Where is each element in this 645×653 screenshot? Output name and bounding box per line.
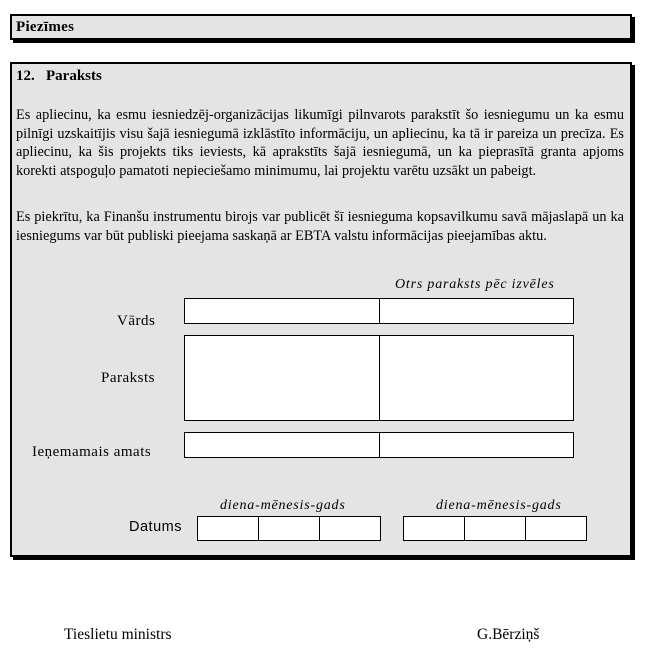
name-field-optional[interactable] bbox=[379, 299, 574, 323]
date-field-optional[interactable] bbox=[403, 516, 587, 541]
date-year-input[interactable] bbox=[525, 517, 586, 540]
position-field-optional[interactable] bbox=[379, 433, 574, 457]
section-title bbox=[16, 68, 102, 85]
section-number: 12. bbox=[16, 68, 35, 84]
optional-signature-heading: Otrs paraksts pēc izvēles bbox=[395, 277, 555, 292]
signature-section bbox=[10, 62, 632, 557]
date-month-input[interactable] bbox=[258, 517, 319, 540]
signatory-name: G.Bērziņš bbox=[477, 626, 540, 643]
position-field[interactable] bbox=[184, 432, 574, 458]
signature-label: Paraksts bbox=[101, 370, 155, 386]
date-year-input[interactable] bbox=[319, 517, 380, 540]
position-field-primary[interactable] bbox=[185, 433, 379, 457]
date-format-hint-2: diena-mēnesis-gads bbox=[436, 498, 562, 513]
name-field-primary[interactable] bbox=[185, 299, 379, 323]
date-field-primary[interactable] bbox=[197, 516, 381, 541]
date-day-input[interactable] bbox=[198, 517, 258, 540]
signature-field-optional[interactable] bbox=[379, 336, 574, 420]
date-label: Datums bbox=[129, 519, 182, 535]
signatory-title: Tieslietu ministrs bbox=[64, 626, 172, 643]
notes-section bbox=[10, 14, 632, 40]
declaration-paragraph-1: Es apliecinu, ka esmu iesniedzēj-organizācijas likumīgi pilnvarots parakstīt šo iesniegumu un ka esmu pilnīgi uzskaitījis visu šajā iesniegumā izklāstīto informāciju, un apliecinu, ka tā ir pareiza un precīza. Es apliecinu, ka šis projekts tiks ieviests, kā aprakstīts šajā iesniegumā, un ka pieprasītā granta apjoms korekti atspoguļo pamatoti nepieciešamo minimumu, lai projektu varētu uzsākt un pabeigt. bbox=[16, 107, 624, 179]
section-title-text: Paraksts bbox=[46, 68, 102, 84]
signature-field-primary[interactable] bbox=[185, 336, 379, 420]
position-label: Ieņemamais amats bbox=[32, 444, 152, 460]
name-field[interactable] bbox=[184, 298, 574, 324]
signature-field[interactable] bbox=[184, 335, 574, 421]
declaration-paragraph-2: Es piekrītu, ka Finanšu instrumentu birojs var publicēt šī iesnieguma kopsavilkumu savā mājaslapā un ka iesniegums var būt publiski pieejama saskaņā ar EBTA valstu informācijas pieejamības aktu. bbox=[16, 209, 624, 244]
date-month-input[interactable] bbox=[464, 517, 525, 540]
date-format-hint-1: diena-mēnesis-gads bbox=[220, 498, 346, 513]
notes-title: Piezīmes bbox=[16, 19, 75, 35]
name-label: Vārds bbox=[117, 313, 156, 329]
date-day-input[interactable] bbox=[404, 517, 464, 540]
